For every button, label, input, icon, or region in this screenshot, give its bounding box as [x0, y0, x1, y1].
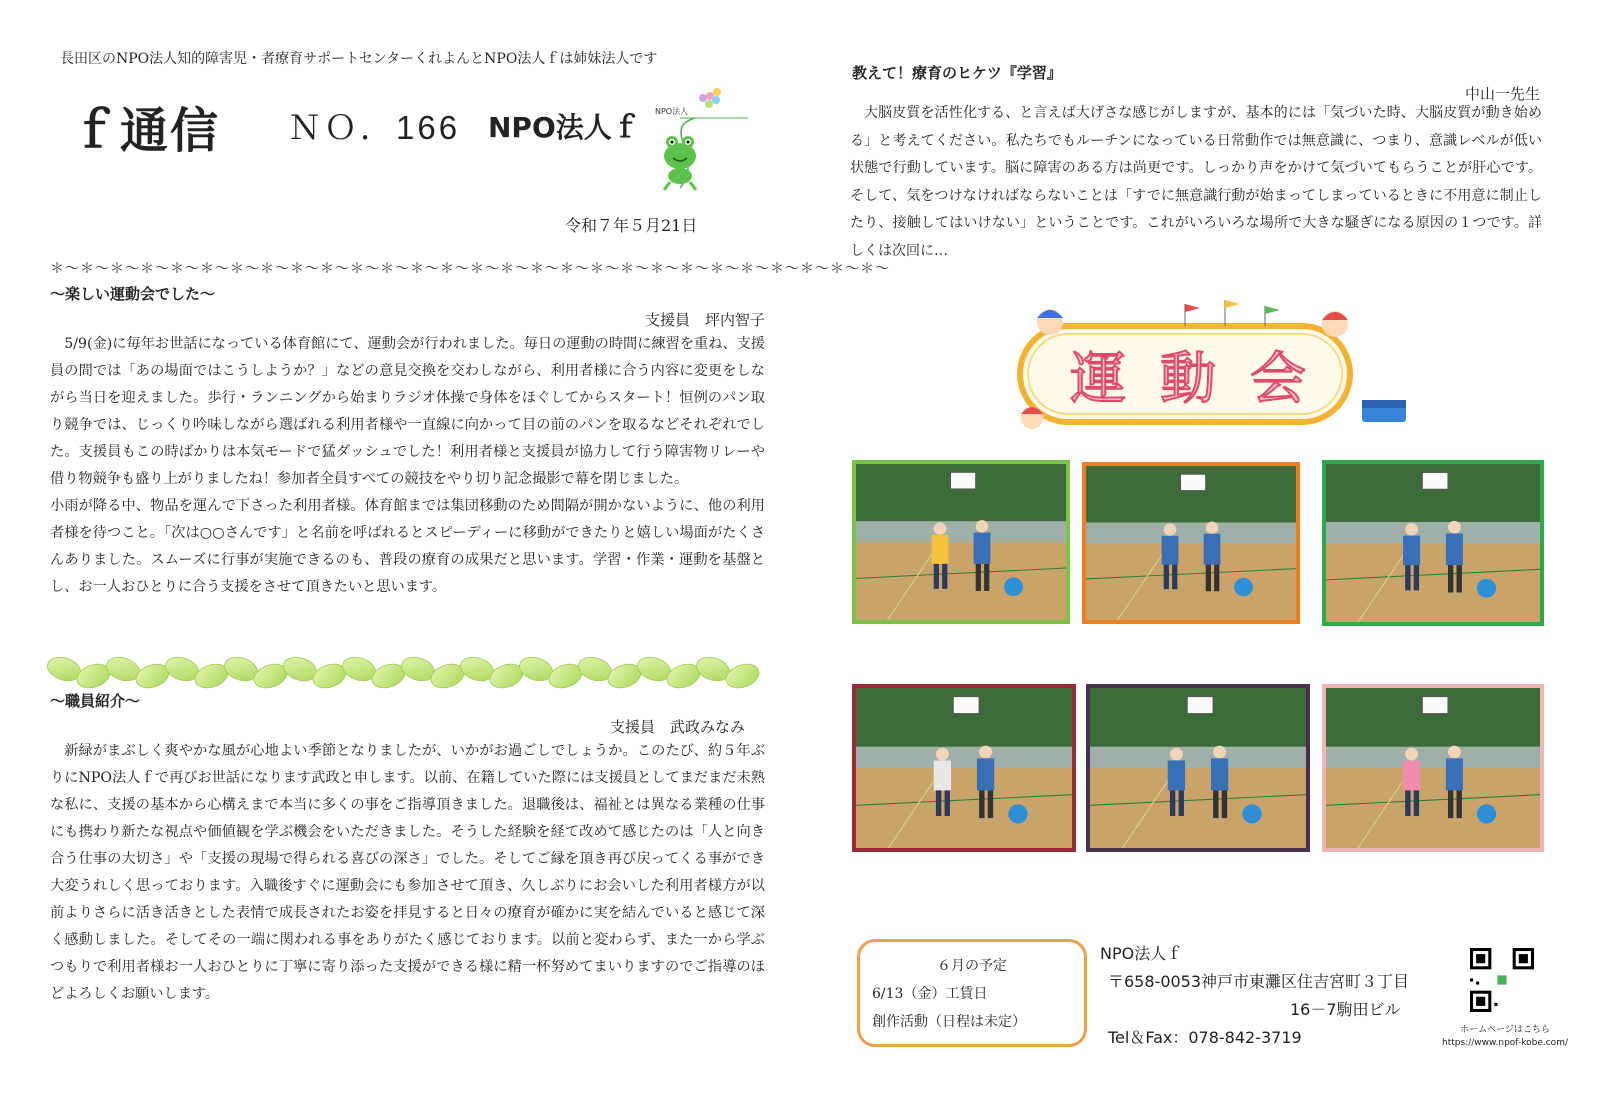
tagline: 長田区のNPO法人知的障害児・者療育サポートセンターくれよんとNPO法人ｆは姉妹法人です — [60, 51, 658, 67]
photo-pair-race — [1082, 462, 1300, 624]
masthead-title: ｆ通信 — [70, 103, 221, 159]
column-body — [850, 100, 1542, 265]
column-byline: 中山一先生 — [1464, 85, 1540, 103]
schedule-item-payday: 6/13（金）工賃日 — [872, 986, 988, 1002]
photo-ball-carry — [1086, 684, 1310, 852]
sports-day-para-1: 5/9(金)に毎年お世話になっている体育館にて、運動会が行われました。毎日の運動の時間に練習を重ね、支援員の間では「あの場面ではこうしようか？」などの意見交換を交わしながら、利用者様に合う内容に変更をしながら当日を迎えました。歩行・ランニングから始まりラジオ体操で身体をほぐしてからスタート！恒例のパン取り競争では、じっくり吟味しながら選ばれる利用者様や一直線に向かって目の前のパンを取るなどそれぞれでした。支援員もこの時ばかりは本気モードで猛ダッシュでした！利用者様と支援員が協力して行う障害物リレーや借り物競争も盛り上がりましたね！参加者全員すべての競技をやり切り記念撮影で幕を閉じました。 — [50, 336, 765, 487]
photo-ball-game — [852, 460, 1070, 624]
sports-day-body — [50, 331, 765, 601]
sports-day-title: ～楽しい運動会でした～ — [50, 285, 216, 303]
qr-code[interactable] — [1470, 948, 1534, 1012]
schedule-box — [857, 939, 1087, 1047]
issue-number: ＮＯ．166 — [288, 109, 461, 146]
issue-date: 令和７年５月21日 — [565, 216, 698, 235]
schedule-title: ６月の予定 — [937, 958, 1007, 974]
staff-intro-body — [50, 738, 765, 1008]
staff-intro-title: ～職員紹介～ — [50, 692, 141, 710]
sports-day-byline: 支援員 坪内智子 — [644, 311, 765, 329]
divider-line: ＊～＊～＊～＊～＊～＊～＊～＊～＊～＊～＊～＊～＊～＊～＊～＊～＊～＊～＊～＊～＊～＊～＊～＊～＊～＊～＊～＊～ — [50, 261, 890, 277]
contact-block — [1100, 940, 1409, 1052]
homepage-url[interactable]: https://www.npof-kobe.com/ — [1442, 1038, 1568, 1048]
staff-intro-byline: 支援員 武政みなみ — [609, 718, 745, 736]
banner-char-1: 運 — [1070, 347, 1126, 412]
column-title: 教えて！療育のヒケツ『学習』 — [852, 64, 1062, 82]
contact-org: NPO法人ｆ — [1100, 944, 1183, 963]
org-name: NPO法人ｆ — [488, 111, 640, 144]
sports-day-para-2: 小雨が降る中、物品を運んで下さった利用者様。体育館までは集団移動のため間隔が開かないように、他の利用者様を待つこと。「次は○○さんです」と名前を呼ばれるとスピーディーに移動ができたりと嬉しい場面がたくさんありました。スムーズに行事が実施できるのも、普段の療育の成果だと思います。学習・作業・運動を基盤とし、お一人おひとりに合う支援をさせて頂きたいと思います。 — [50, 498, 765, 595]
column-para: 大脳皮質を活性化する、と言えば大げさな感じがしますが、基本的には「気づいた時、大脳皮質が動き始める」と考えてください。私たちでもルーチンになっている日常動作では無意識に、つまり、意識レベルが低い状態で行動しています。脳に障害のある方は尚更です。しっかり声をかけて気づいてもらうことが肝心です。そして、気をつけなければならないことは「すでに無意識行動が始まってしまっているときに不用意に制止したり、接触してはいけない」ということです。これがいろいろな場所で大きな騒ぎになる原因の１つです。詳しくは次回に… — [850, 105, 1542, 259]
banner-char-2: 動 — [1160, 347, 1216, 412]
qr-caption-text: ホームページはこちら — [1460, 1025, 1550, 1035]
sports-day-banner — [1010, 296, 1410, 446]
contact-address-2: 16－7駒田ビル — [1290, 1000, 1401, 1019]
schedule-item-craft: 創作活動（日程は未定） — [872, 1014, 1026, 1030]
photo-ribbon-run — [1322, 684, 1544, 852]
photo-three-walking — [1322, 460, 1544, 626]
logo-label: NPO法人 — [655, 107, 689, 116]
leaf-garland — [50, 652, 768, 692]
contact-address-1: 〒658-0053神戸市東灘区住吉宮町３丁目 — [1108, 972, 1410, 991]
staff-intro-para: 新緑がまぶしく爽やかな風が心地よい季節となりましたが、いかがお過ごしでしょうか。このたび、約５年ぶりにNPO法人ｆで再びお世話になります武政と申します。以前、在籍していた際には支援員としてまだまだ未熟な私に、支援の基本から心構えまで本当に多くの事をご指導頂きました。退職後は、福祉とは異なる業種の仕事にも携わり新たな視点や価値観を学ぶ機会をいただきました。そうした経験を経て改めて感じたのは「人と向き合う仕事の大切さ」や「支援の現場で得られる喜びの深さ」でした。そしてご縁を頂き再び戻ってくる事ができ大変うれしく思っております。入職後すぐに運動会にも参加させて頂き、久しぶりにお会いした利用者様方が以前よりさらに活き活きとした表情で成長されたお姿を拝見すると日々の療育が確かに実を結んでいると感じて深く感動しました。そしてその一端に関われる事をありがたく感じております。以前と変わらず、また一から学ぶつもりで利用者様お一人おひとりに丁寧に寄り添った支援ができる様に精一杯努めてまいりますのでご指導のほどよろしくお願いします。 — [50, 743, 765, 1002]
banner-char-3: 会 — [1250, 347, 1306, 412]
photo-bread-race — [852, 684, 1076, 852]
contact-tel: Tel＆Fax：078-842-3719 — [1108, 1028, 1302, 1047]
frog-logo — [640, 78, 750, 198]
qr-caption — [1440, 1024, 1570, 1050]
